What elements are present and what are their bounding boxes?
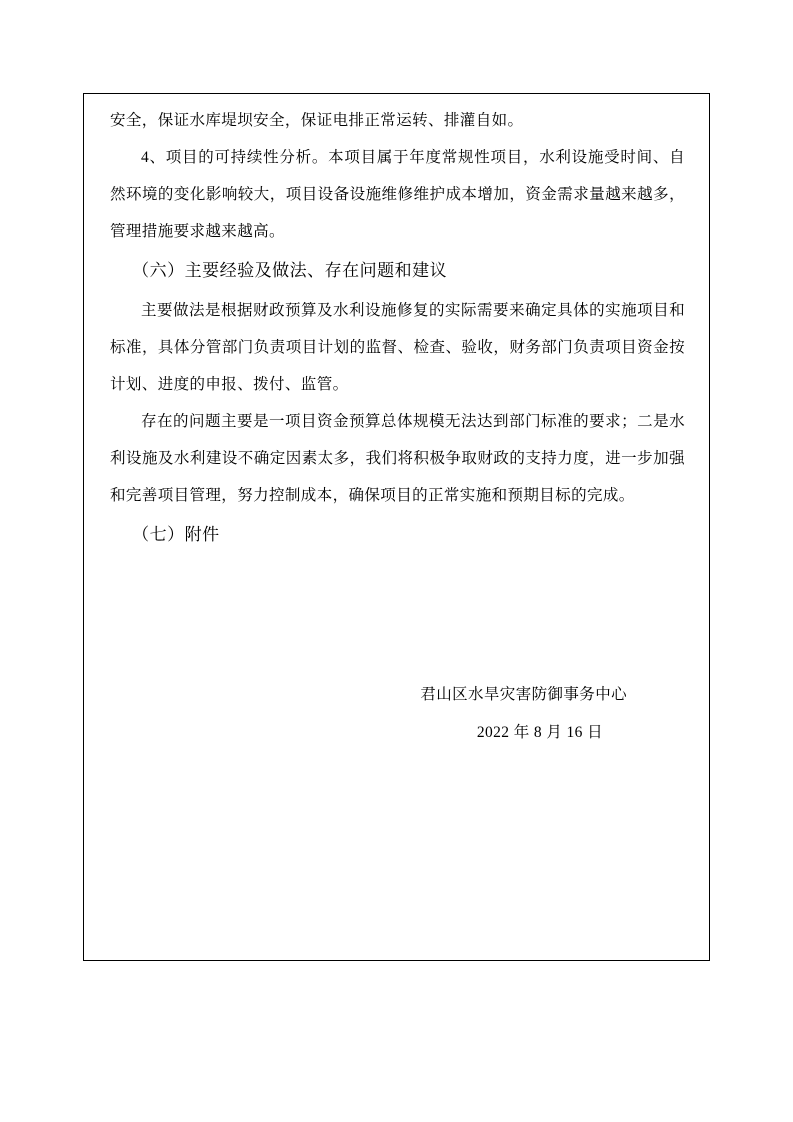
attachment-blank-area <box>110 556 685 676</box>
document-table-frame <box>83 93 710 961</box>
signature-organization: 君山区水旱灾害防御事务中心 <box>420 686 627 703</box>
document-content <box>84 94 711 752</box>
signature-date: 2022 年 8 月 16 日 <box>476 724 603 741</box>
paragraph-continued: 安全，保证水库堤坝安全，保证电排正常运转、排灌自如。 <box>110 112 524 129</box>
heading-section-six: （六）主要经验及做法、存在问题和建议 <box>132 261 448 280</box>
paragraph-sustainability: 4、项目的可持续性分析。本项目属于年度常规性项目，水利设施受时间、自然环境的变化影响较大，项目设备设施维修维护成本增加，资金需求量越来越多，管理措施要求越来越高。 <box>110 149 685 240</box>
heading-section-seven: （七）附件 <box>132 525 220 544</box>
paragraph-main-practices: 主要做法是根据财政预算及水利设施修复的实际需要来确定具体的实施项目和标准，具体分管部门负责项目计划的监督、检查、验收，财务部门负责项目资金按计划、进度的申报、拨付、监管。 <box>110 302 685 393</box>
paragraph-existing-problems: 存在的问题主要是一项目资金预算总体规模无法达到部门标准的要求；二是水利设施及水利建设不确定因素太多，我们将积极争取财政的支持力度，进一步加强和完善项目管理，努力控制成本，确保项目的正常实施和预期目标的完成。 <box>110 413 685 504</box>
